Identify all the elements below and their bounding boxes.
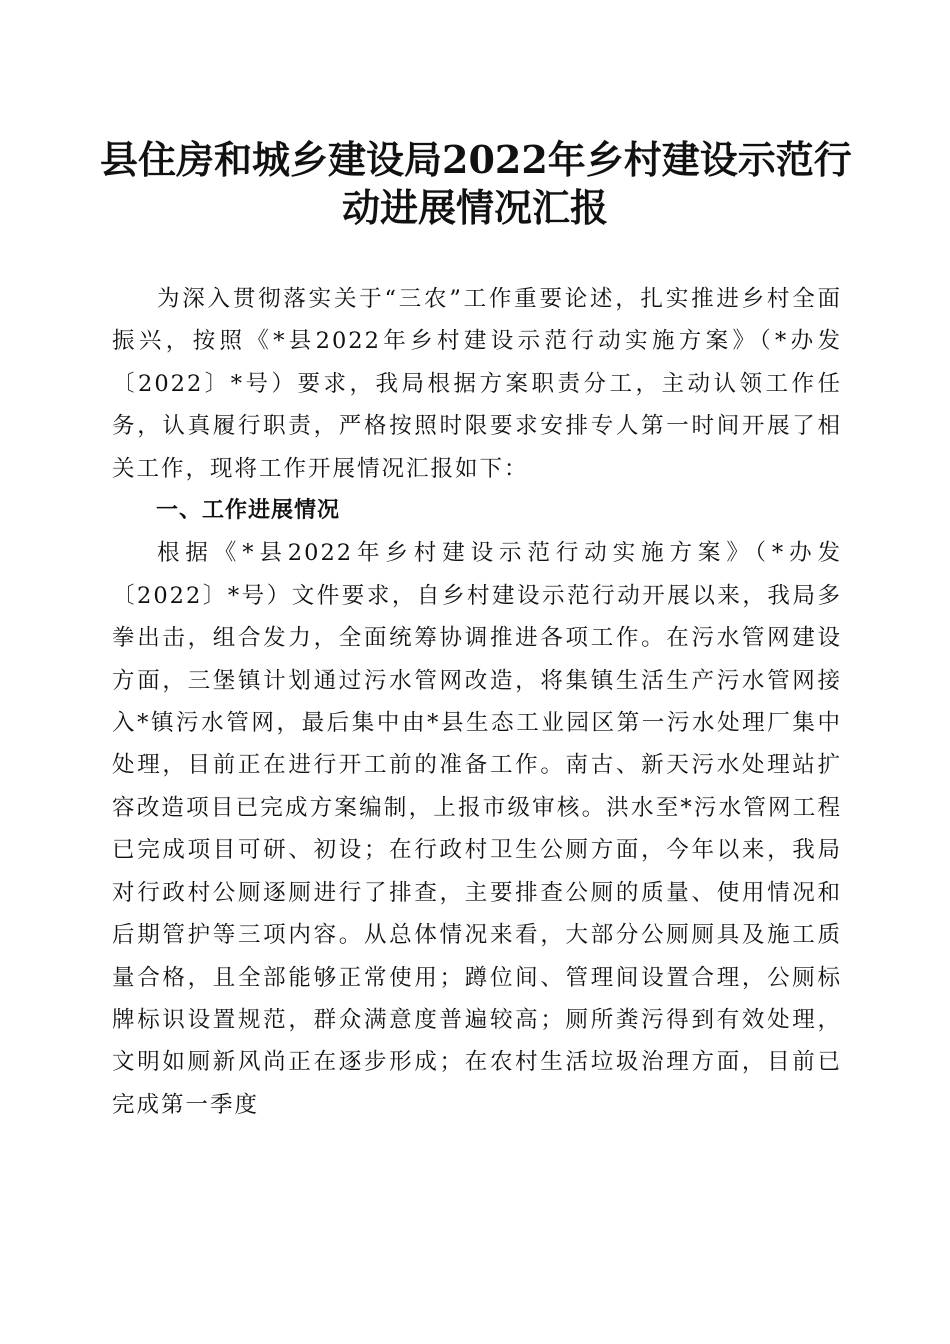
intro-paragraph: 为深入贯彻落实关于“三农”工作重要论述，扎实推进乡村全面振兴，按照《*县2022年乡村建设示范行动实施方案》（*办发〔2022〕*号）要求，我局根据方案职责分工，主动认领工作任务，认真履行职责，严格按照时限要求安排专人第一时间开展了相关工作，现将工作开展情况汇报如下：	[112, 286, 842, 482]
document-body	[112, 278, 842, 1126]
title-line-1: 县住房和城乡建设局2022年乡村建设示范行	[100, 137, 852, 182]
work-progress-paragraph: 根据《*县2022年乡村建设示范行动实施方案》（*办发〔2022〕*号）文件要求，自乡村建设示范行动开展以来，我局多拳出击，组合发力，全面统筹协调推进各项工作。在污水管网建设方面，三堡镇计划通过污水管网改造，将集镇生活生产污水管网接入*镇污水管网，最后集中由*县生态工业园区第一污水处理厂集中处理，目前正在进行开工前的准备工作。南古、新天污水处理站扩容改造项目已完成方案编制，上报市级审核。洪水至*污水管网工程已完成项目可研、初设；在行政村卫生公厕方面，今年以来，我局对行政村公厕逐厕进行了排查，主要排查公厕的质量、使用情况和后期管护等三项内容。从总体情况来看，大部分公厕厕具及施工质量合格，且全部能够正常使用；蹲位间、管理间设置合理，公厕标牌标识设置规范，群众满意度普遍较高；厕所粪污得到有效处理，文明如厕新风尚正在逐步形成；在农村生活垃圾治理方面，目前已完成第一季度	[112, 540, 842, 1118]
title-line-2: 动进展情况汇报	[341, 185, 608, 230]
document-title	[100, 136, 850, 232]
section-heading-work-progress: 一、工作进展情况	[156, 498, 341, 524]
